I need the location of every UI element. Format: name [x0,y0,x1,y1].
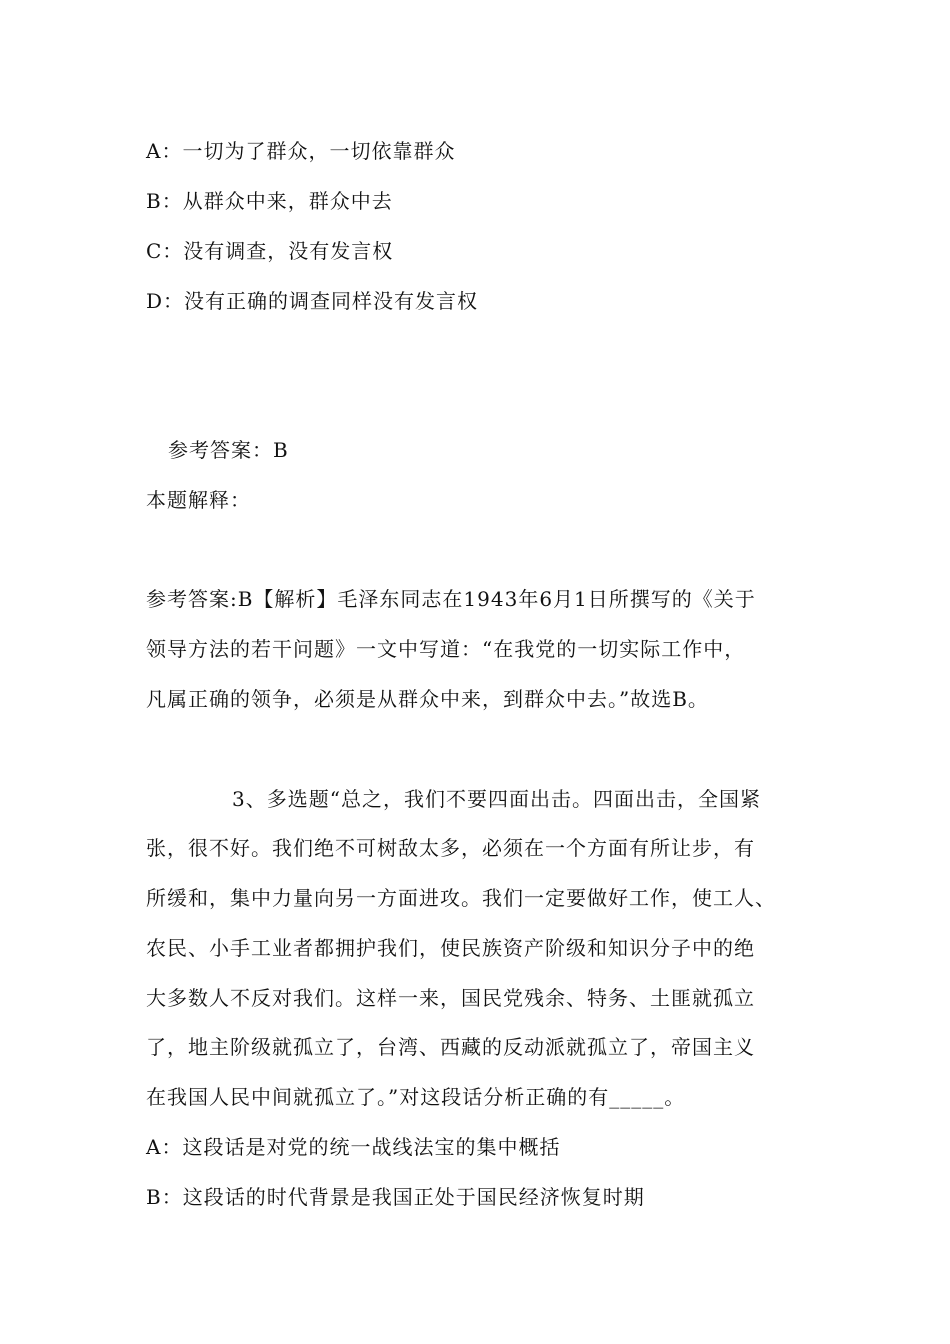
q3-stem-line-5: 大多数人不反对我们。这样一来，国民党残余、特务、土匪就孤立 [146,986,755,1010]
q2-option-c: C：没有调查，没有发言权 [146,239,394,263]
q2-option-a: A：一切为了群众，一切依靠群众 [146,139,456,163]
q3-option-a: A：这段话是对党的统一战线法宝的集中概括 [146,1135,561,1159]
q3-option-b: B：这段话的时代背景是我国正处于国民经济恢复时期 [146,1185,645,1209]
q2-option-b: B：从群众中来，群众中去 [146,189,393,213]
q3-stem-line-6: 了，地主阶级就孤立了，台湾、西藏的反动派就孤立了，帝国主义 [146,1035,755,1059]
q2-explanation-line-1: 参考答案:B【解析】毛泽东同志在1943年6月1日所撰写的《关于 [146,587,756,611]
q2-answer: 参考答案：B [168,438,289,462]
q3-stem-line-1: 3、多选题“总之，我们不要四面出击。四面出击，全国紧 [232,787,761,811]
q2-explanation-line-3: 凡属正确的领争，必须是从群众中来，到群众中去。”故选B。 [146,687,709,711]
q2-explanation-line-2: 领导方法的若干问题》一文中写道：“在我党的一切实际工作中， [146,637,746,661]
q3-stem-line-4: 农民、小手工业者都拥护我们，使民族资产阶级和知识分子中的绝 [146,936,755,960]
q3-stem-line-7: 在我国人民中间就孤立了。”对这段话分析正确的有_____。 [146,1085,686,1109]
q3-stem-line-3: 所缓和，集中力量向另一方面进攻。我们一定要做好工作，使工人、 [146,886,776,910]
q2-explanation-label: 本题解释： [146,488,251,512]
q2-option-d: D：没有正确的调查同样没有发言权 [146,289,479,313]
q3-stem-line-2: 张，很不好。我们绝不可树敌太多，必须在一个方面有所让步，有 [146,836,755,860]
